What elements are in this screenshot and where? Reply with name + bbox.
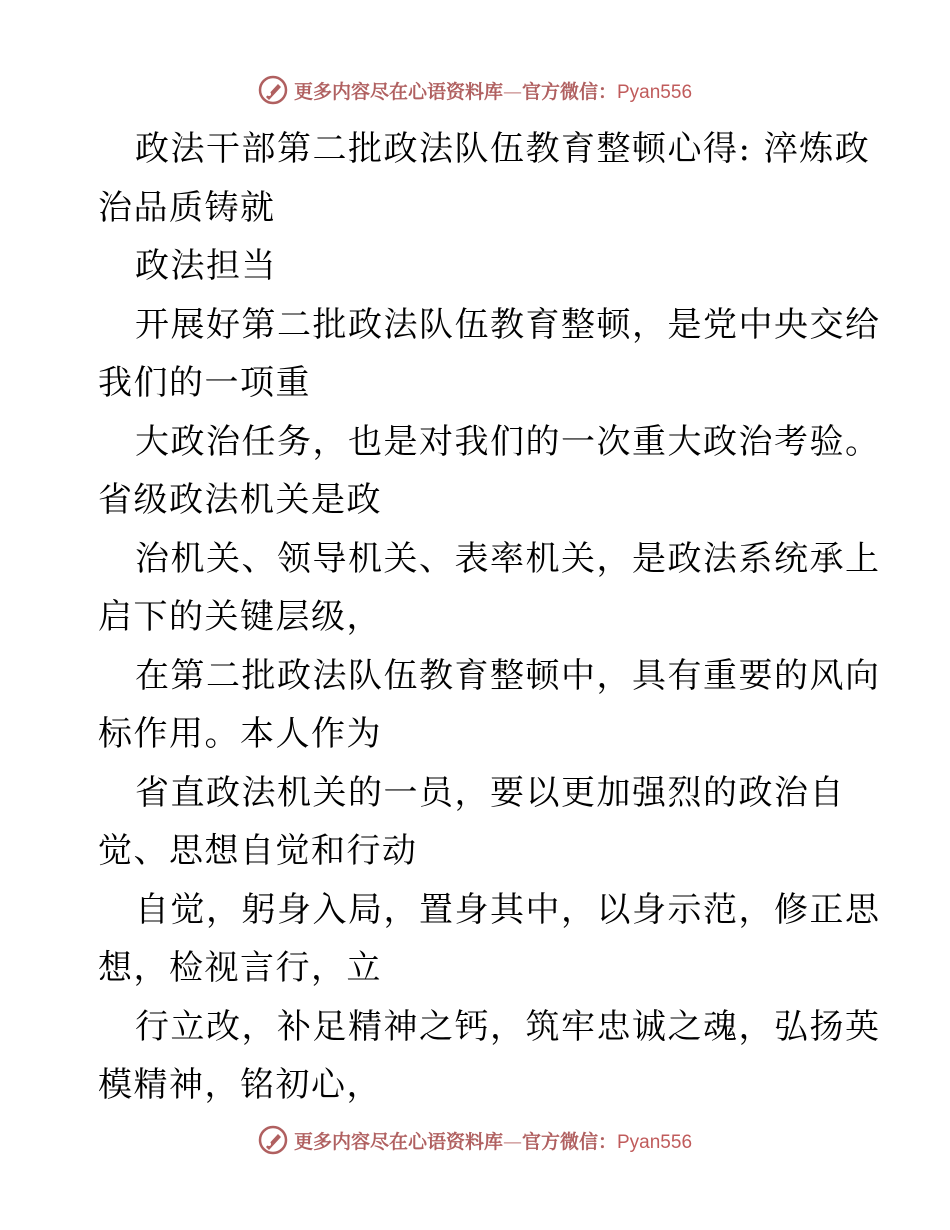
text-line: 治机关、领导机关、表率机关，是政法系统承上: [135, 538, 881, 579]
text-line: 政法干部第二批政法队伍教育整顿心得: 淬炼政: [135, 129, 871, 169]
text-line: 政法担当: [135, 246, 277, 286]
text-line: 行立改，补足精神之钙，筑牢忠诚之魂，弘扬英: [135, 1006, 881, 1047]
text-line: 开展好第二批政法队伍教育整顿，是党中央交给: [135, 304, 881, 345]
text-line: 标作用。本人作为: [98, 714, 382, 754]
pen-logo-icon: [258, 75, 288, 105]
text-line: 在第二批政法队伍教育整顿中，具有重要的风向: [135, 655, 881, 696]
header-watermark: [0, 70, 950, 110]
text-line: 自觉，躬身入局，置身其中，以身示范，修正思: [135, 889, 881, 930]
text-line: 想，检视言行，立: [98, 948, 382, 988]
text-line: 觉、思想自觉和行动: [98, 831, 418, 871]
text-line: 治品质铸就: [98, 187, 276, 228]
footer-watermark: [0, 1120, 950, 1160]
pen-logo-icon: [258, 1125, 288, 1155]
text-line: 启下的关键层级，: [98, 597, 382, 637]
text-line: 我们的一项重: [98, 363, 311, 403]
text-line: 大政治任务，也是对我们的一次重大政治考验。: [135, 421, 881, 462]
text-line: 模精神，铭初心，: [98, 1065, 382, 1105]
text-line: 省级政法机关是政: [98, 480, 382, 520]
text-line: 省直政法机关的一员，要以更加强烈的政治自: [135, 772, 845, 813]
watermark-text: 更多内容尽在心语资料库—官方微信：Pyan556: [293, 1130, 693, 1153]
watermark-text: 更多内容尽在心语资料库—官方微信：Pyan556: [293, 80, 693, 103]
document-body: [98, 120, 881, 1115]
